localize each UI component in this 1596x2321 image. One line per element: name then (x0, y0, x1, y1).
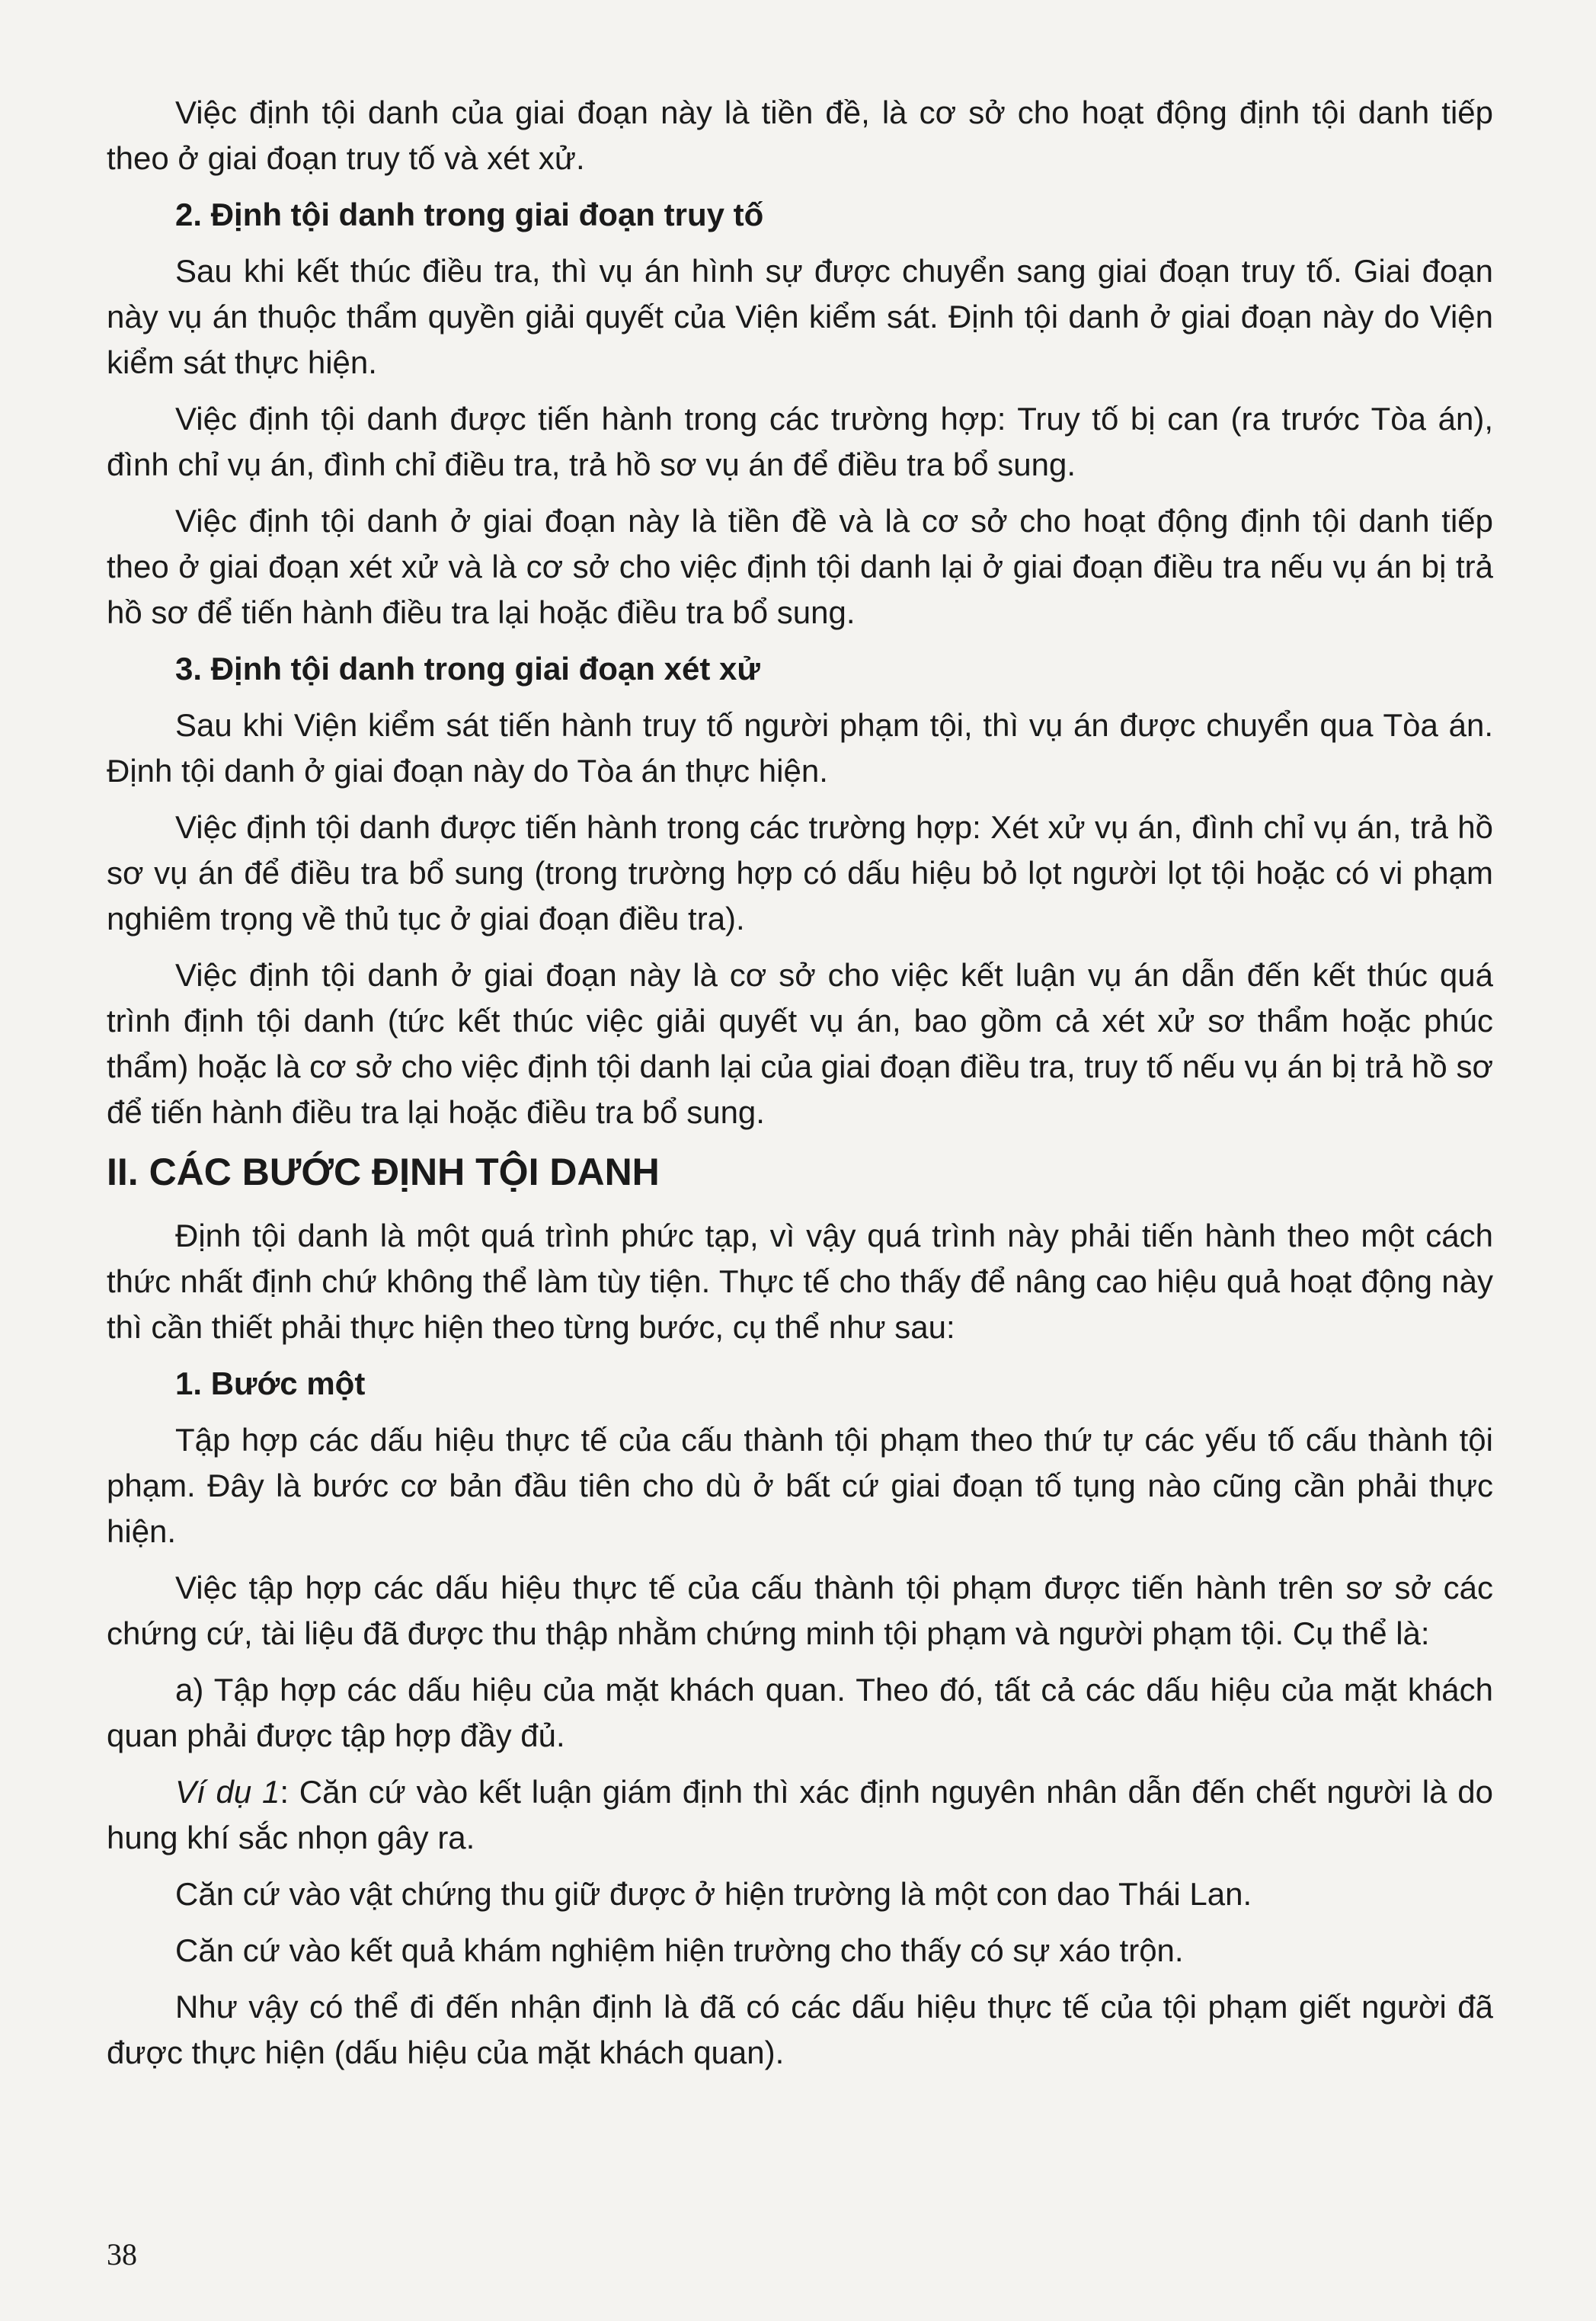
paragraph: Việc định tội danh được tiến hành trong các trường hợp: Xét xử vụ án, đình chỉ vụ án, trả hồ sơ vụ án để điều tra bổ sung (trong trường hợp có dấu hiệu bỏ lọt người lọt tội hoặc có vi phạm nghiêm trọng về thủ tục ở giai đoạn điều tra). (107, 809, 1493, 936)
paragraph: Việc định tội danh được tiến hành trong các trường hợp: Truy tố bị can (ra trước Tòa án), đình chỉ vụ án, đình chỉ điều tra, trả hồ sơ vụ án để điều tra bổ sung. (107, 401, 1493, 482)
paragraph: Sau khi Viện kiểm sát tiến hành truy tố người phạm tội, thì vụ án được chuyển qua Tòa án. Định tội danh ở giai đoạn này do Tòa án thực hiện. (107, 707, 1493, 789)
paragraph: Việc định tội danh ở giai đoạn này là tiền đề và là cơ sở cho hoạt động định tội danh tiếp theo ở giai đoạn xét xử và là cơ sở cho việc định tội danh lại ở giai đoạn điều tra nếu vụ án bị trả hồ sơ để tiến hành điều tra lại hoặc điều tra bổ sung. (107, 503, 1493, 630)
section-heading: 3. Định tội danh trong giai đoạn xét xử (175, 651, 760, 687)
paragraph: Căn cứ vào kết quả khám nghiệm hiện trường cho thấy có sự xáo trộn. (175, 1932, 1184, 1968)
section-heading: 1. Bước một (175, 1365, 366, 1401)
example-paragraph (107, 1769, 1493, 1861)
paragraph: Tập hợp các dấu hiệu thực tế của cấu thành tội phạm theo thứ tự các yếu tố cấu thành tội phạm. Đây là bước cơ bản đầu tiên cho dù ở bất cứ giai đoạn tố tụng nào cũng cần phải thực hiện. (107, 1422, 1493, 1549)
example-label: Ví dụ 1 (175, 1774, 280, 1810)
paragraph: Việc định tội danh của giai đoạn này là tiền đề, là cơ sở cho hoạt động định tội danh tiếp theo ở giai đoạn truy tố và xét xử. (107, 94, 1493, 176)
page-number: 38 (107, 2237, 137, 2271)
paragraph: Việc định tội danh ở giai đoạn này là cơ sở cho việc kết luận vụ án dẫn đến kết thúc quá trình định tội danh (tức kết thúc việc giải quyết vụ án, bao gồm cả xét xử sơ thẩm hoặc phúc thẩm) hoặc là cơ sở cho việc định tội danh lại của giai đoạn điều tra, truy tố nếu vụ án bị trả hồ sơ để tiến hành điều tra lại hoặc điều tra bổ sung. (107, 957, 1493, 1130)
paragraph: Việc tập hợp các dấu hiệu thực tế của cấu thành tội phạm được tiến hành trên sơ sở các chứng cứ, tài liệu đã được thu thập nhằm chứng minh tội phạm và người phạm tội. Cụ thể là: (107, 1570, 1493, 1651)
section-heading: 2. Định tội danh trong giai đoạn truy tố (175, 197, 764, 232)
paragraph: Định tội danh là một quá trình phức tạp, vì vậy quá trình này phải tiến hành theo một cách thức nhất định chứ không thể làm tùy tiện. Thực tế cho thấy để nâng cao hiệu quả hoạt động này thì cần thiết phải thực hiện theo từng bước, cụ thể như sau: (107, 1218, 1493, 1345)
paragraph: Như vậy có thể đi đến nhận định là đã có các dấu hiệu thực tế của tội phạm giết người đã được thực hiện (dấu hiệu của mặt khách quan). (107, 1989, 1493, 2070)
chapter-heading: II. CÁC BƯỚC ĐỊNH TỘI DANH (107, 1151, 660, 1193)
example-text: : Căn cứ vào kết luận giám định thì xác định nguyên nhân dẫn đến chết người là do hung khí sắc nhọn gây ra. (107, 1774, 1493, 1855)
paragraph: a) Tập hợp các dấu hiệu của mặt khách quan. Theo đó, tất cả các dấu hiệu của mặt khách quan phải được tập hợp đầy đủ. (107, 1672, 1493, 1753)
paragraph: Căn cứ vào vật chứng thu giữ được ở hiện trường là một con dao Thái Lan. (175, 1876, 1252, 1912)
paragraph: Sau khi kết thúc điều tra, thì vụ án hình sự được chuyển sang giai đoạn truy tố. Giai đoạn này vụ án thuộc thẩm quyền giải quyết của Viện kiểm sát. Định tội danh ở giai đoạn này do Viện kiểm sát thực hiện. (107, 253, 1493, 380)
